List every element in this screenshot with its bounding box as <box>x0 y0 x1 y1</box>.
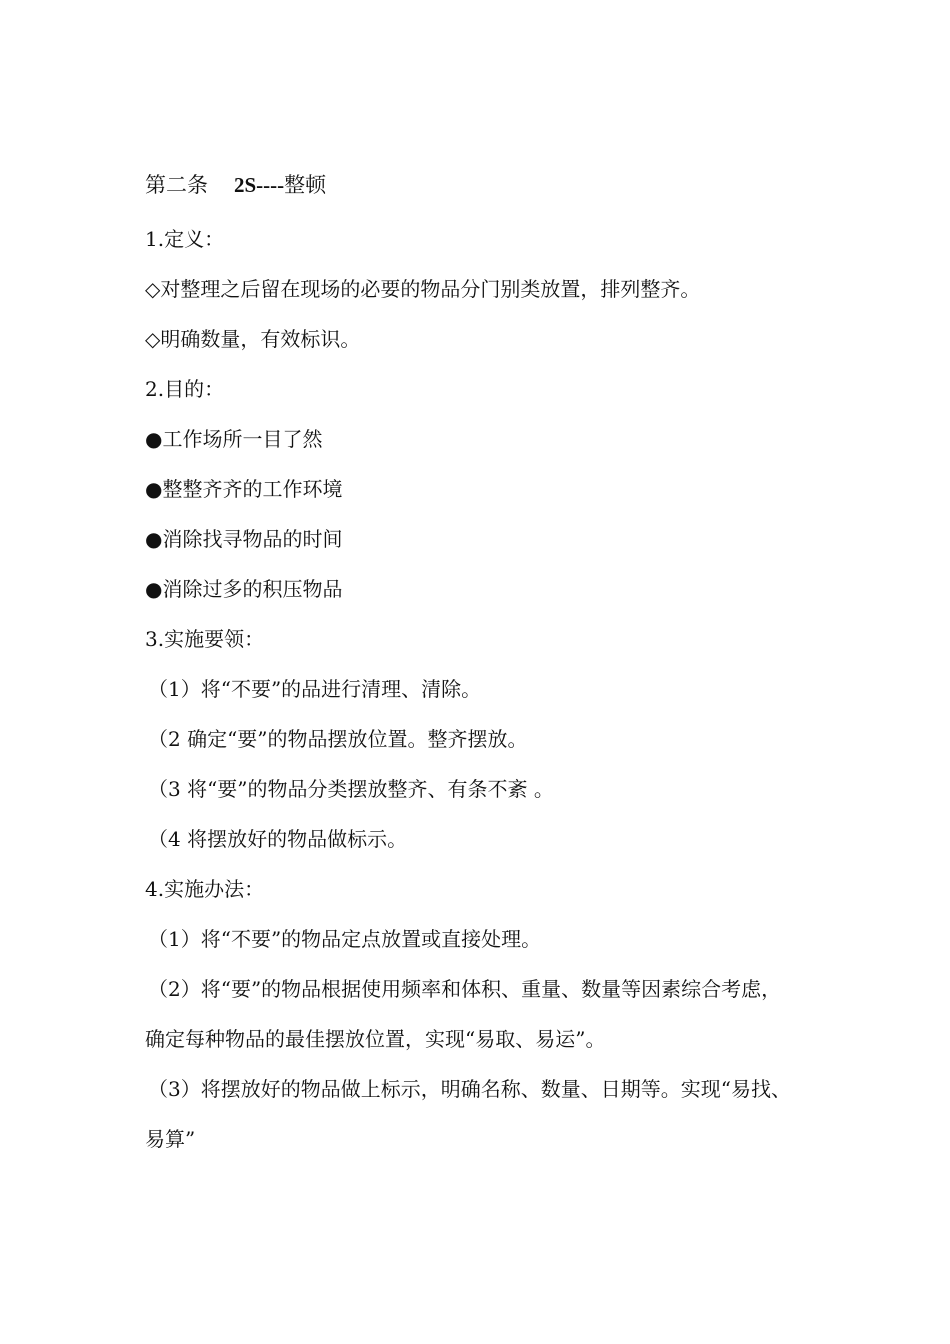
essentials-item: （3 将“要”的物品分类摆放整齐、有条不紊 。 <box>148 777 554 801</box>
section-title <box>145 168 870 214</box>
purpose-item: ●消除找寻物品的时间 <box>145 527 343 551</box>
purpose-item: ●消除过多的积压物品 <box>145 577 343 601</box>
essentials-item: （4 将摆放好的物品做标示。 <box>148 827 408 851</box>
purpose-item: ●工作场所一目了然 <box>145 427 323 451</box>
methods-item-continuation: 确定每种物品的最佳摆放位置，实现“易取、易运”。 <box>145 1027 606 1051</box>
definition-item: ◇明确数量，有效标识。 <box>145 327 361 351</box>
methods-item-continuation: 易算” <box>145 1127 196 1151</box>
title-prefix: 第二条 <box>145 173 208 197</box>
methods-item: （2）将“要”的物品根据使用频率和体积、重量、数量等因素综合考虑， <box>148 977 782 1001</box>
purpose-item: ●整整齐齐的工作环境 <box>145 477 343 501</box>
essentials-heading: 3.实施要领： <box>145 627 265 651</box>
methods-item: （3）将摆放好的物品做上标示，明确名称、数量、日期等。实现“易找、 <box>148 1077 791 1101</box>
essentials-item: （1）将“不要”的品进行清理、清除。 <box>148 677 482 701</box>
methods-heading: 4.实施办法： <box>145 877 265 901</box>
title-name: 整顿 <box>284 173 327 197</box>
purpose-heading: 2.目的： <box>145 377 225 401</box>
definition-heading: 1.定义： <box>145 227 225 251</box>
document-page <box>145 168 870 1164</box>
methods-item: （1）将“不要”的物品定点放置或直接处理。 <box>148 927 542 951</box>
definition-item: ◇对整理之后留在现场的必要的物品分门别类放置，排列整齐。 <box>145 277 701 301</box>
title-code: 2S---- <box>234 173 285 197</box>
essentials-item: （2 确定“要”的物品摆放位置。整齐摆放。 <box>148 727 528 751</box>
